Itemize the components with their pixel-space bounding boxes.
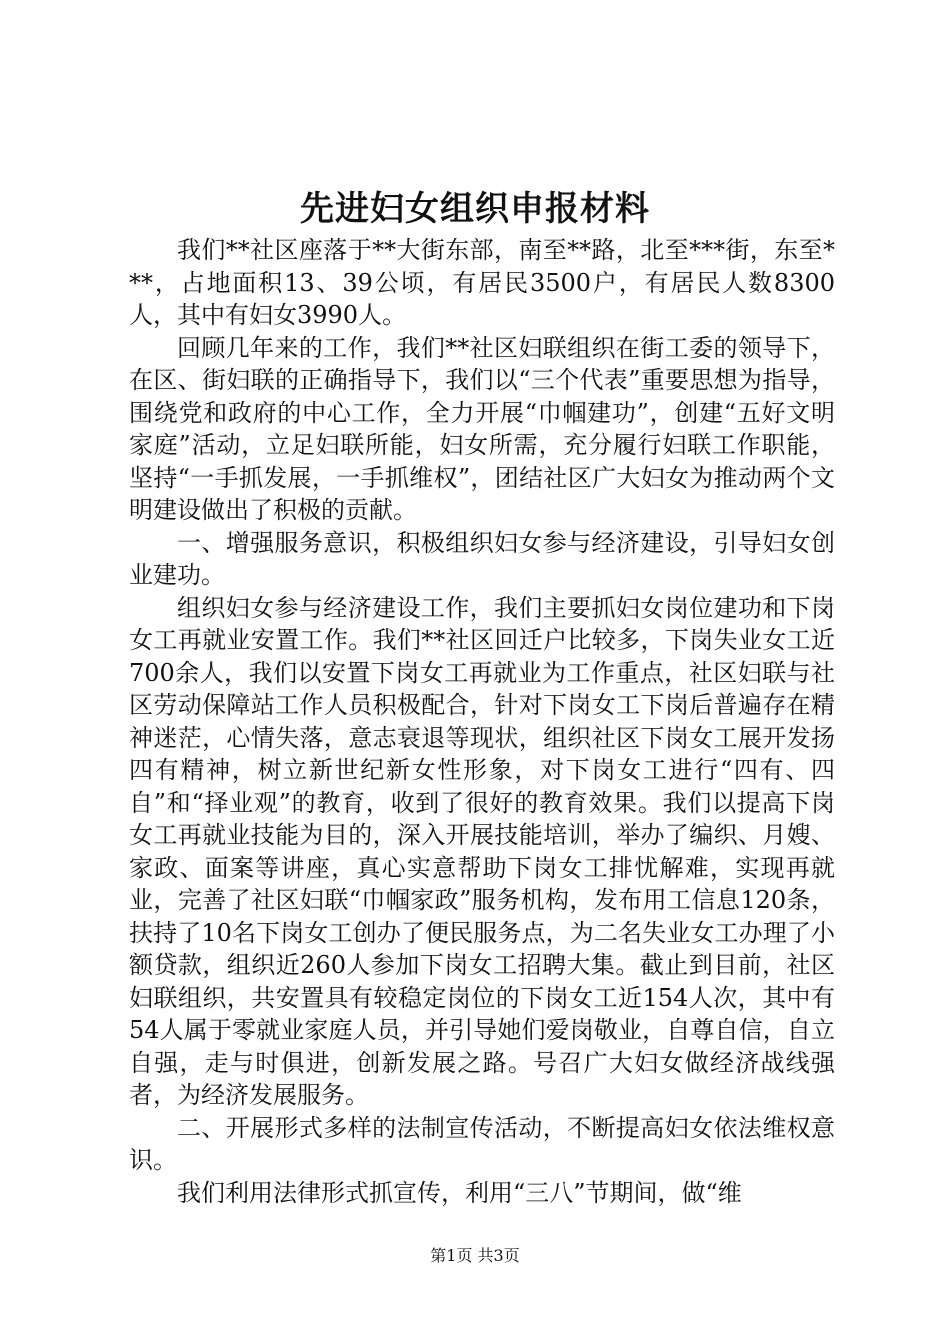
- section-heading-1: 一、增强服务意识，积极组织妇女参与经济建设，引导妇女创业建功。: [129, 528, 835, 589]
- section-heading-2: 二、开展形式多样的法制宣传活动，不断提高妇女依法维权意识。: [129, 1113, 835, 1174]
- paragraph-intro: 我们**社区座落于**大街东部，南至**路，北至***街，东至***，占地面积13、39公顷，有居民3500户，有居民人数8300人，其中有妇女3990人。: [129, 236, 835, 329]
- document-title: 先进妇女组织申报材料: [300, 189, 650, 229]
- paragraph-review: 回顾几年来的工作，我们**社区妇联组织在街工委的领导下，在区、街妇联的正确指导下，我们以“三个代表”重要思想为指导，围绕党和政府的中心工作，全力开展“巾帼建功”，创建“五好文明家庭”活动，立足妇联所能，妇女所需，充分履行妇联工作职能，坚持“一手抓发展，一手抓维权”，团结社区广大妇女为推动两个文明建设做出了积极的贡献。: [129, 333, 835, 524]
- paragraph-economy: 组织妇女参与经济建设工作，我们主要抓妇女岗位建功和下岗女工再就业安置工作。我们**社区回迁户比较多，下岗失业女工近700余人，我们以安置下岗女工再就业为工作重点，社区妇联与社区劳动保障站工作人员积极配合，针对下岗女工下岗后普遍存在精神迷茫，心情失落，意志衰退等现状，组织社区下岗女工展开发扬四有精神，树立新世纪新女性形象，对下岗女工进行“四有、四自”和“择业观”的教育，收到了很好的教育效果。我们以提高下岗女工再就业技能为目的，深入开展技能培训，举办了编织、月嫂、家政、面案等讲座，真心实意帮助下岗女工排忧解难，实现再就业，完善了社区妇联“巾帼家政”服务机构，发布用工信息120条，扶持了10名下岗女工创办了便民服务点，为二名失业女工办理了小额贷款，组织近260人参加下岗女工招聘大集。截止到目前，社区妇联组织，共安置具有较稳定岗位的下岗女工近154人次，其中有54人属于零就业家庭人员，并引导她们爱岗敬业，自尊自信，自立自强，走与时俱进，创新发展之路。号召广大妇女做经济战线强者，为经济发展服务。: [129, 593, 835, 1109]
- paragraph-legal: 我们利用法律形式抓宣传，利用“三八”节期间，做“维: [177, 1178, 742, 1207]
- page-footer: 第1页 共3页: [430, 1246, 520, 1265]
- document-body: [129, 234, 835, 1209]
